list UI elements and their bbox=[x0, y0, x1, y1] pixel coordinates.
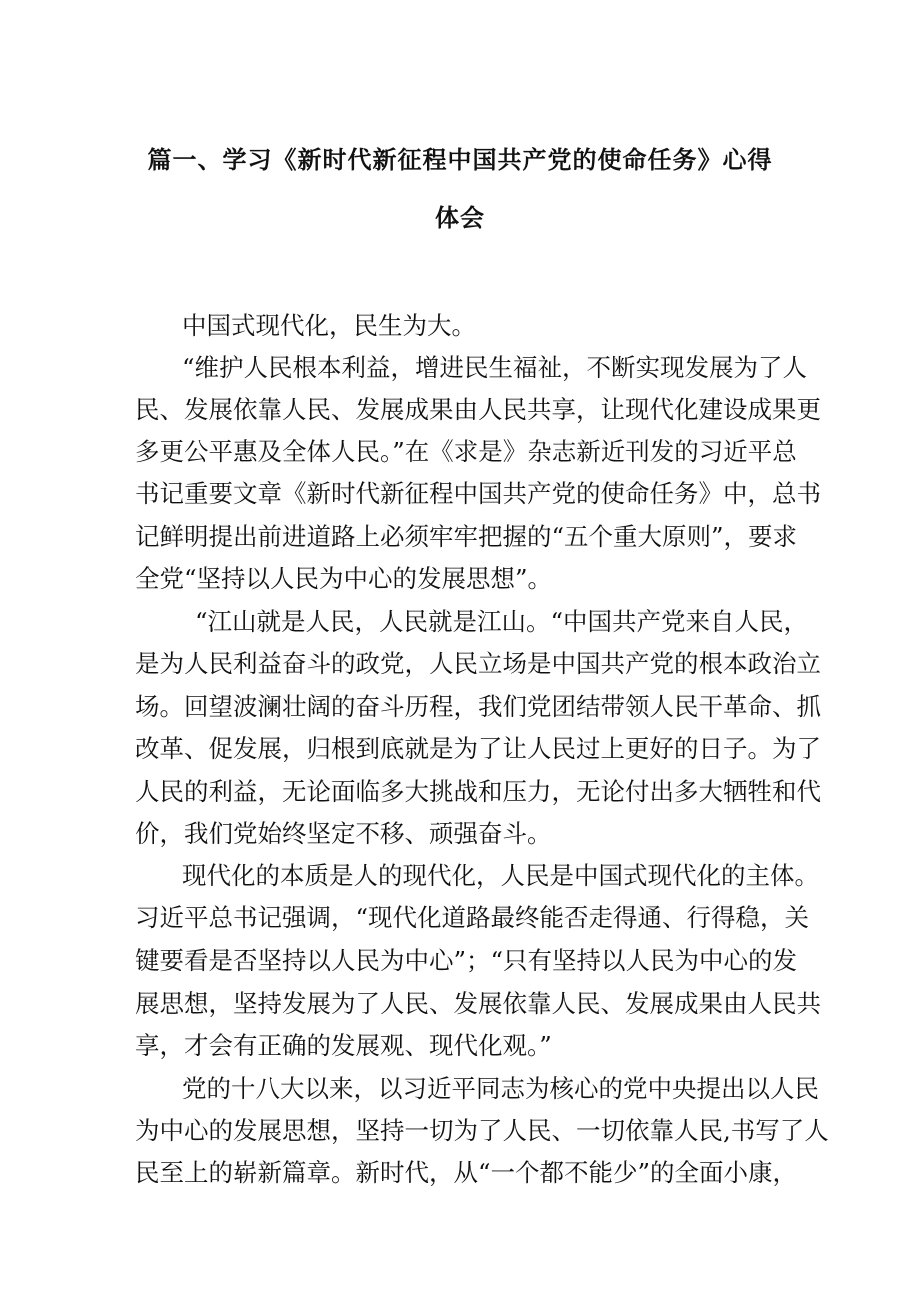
body-line: “维护人民根本利益，增进民生福祉，不断实现发展为了人 bbox=[182, 353, 808, 382]
body-line: 民、发展依靠人民、发展成果由人民共享，让现代化建设成果更 bbox=[135, 395, 821, 424]
body-line: 中国式现代化，民生为大。 bbox=[182, 311, 476, 340]
body-line: 记鲜明提出前进道路上必须牢牢把握的“五个重大原则”，要求 bbox=[135, 522, 798, 551]
body-line: 书记重要文章《新时代新征程中国共产党的使命任务》中，总书 bbox=[135, 479, 821, 508]
body-line: 现代化的本质是人的现代化，人民是中国式现代化的主体。 bbox=[182, 861, 819, 890]
body-line: 全党“坚持以人民为中心的发展思想”。 bbox=[135, 564, 553, 593]
body-line: 享，才会有正确的发展观、现代化观。” bbox=[135, 1031, 552, 1060]
body-line: 人民的利益，无论面临多大挑战和压力，无论付出多大牺牲和代 bbox=[135, 777, 821, 806]
document-title-line-2: 体会 bbox=[435, 203, 485, 232]
body-line: 场。回望波澜壮阔的奋斗历程，我们党团结带领人民干革命、抓 bbox=[135, 692, 821, 721]
document-title-line-1: 篇一、学习《新时代新征程中国共产党的使命任务》心得 bbox=[147, 145, 773, 174]
body-line: 键要看是否坚持以人民为中心”；“只有坚持以人民为中心的发 bbox=[135, 946, 798, 975]
body-line: 民至上的崭新篇章。新时代，从“一个都不能少”的全面小康， bbox=[135, 1158, 798, 1187]
body-line: 改革、促发展，归根到底就是为了让人民过上更好的日子。为了 bbox=[135, 734, 821, 763]
body-line: 多更公平惠及全体人民。”在《求是》杂志新近刊发的习近平总 bbox=[135, 437, 797, 466]
body-line: “江山就是人民，人民就是江山。“中国共产党来自人民， bbox=[195, 607, 809, 636]
body-line: 为中心的发展思想，坚持一切为了人民、一切依靠人民,书写了人 bbox=[135, 1116, 829, 1145]
body-line: 习近平总书记强调，“现代化道路最终能否走得通、行得稳，关 bbox=[135, 903, 810, 932]
body-line: 展思想，坚持发展为了人民、发展依靠人民、发展成果由人民共 bbox=[135, 989, 821, 1018]
body-line: 党的十八大以来，以习近平同志为核心的党中央提出以人民 bbox=[182, 1074, 819, 1103]
body-line: 价，我们党始终坚定不移、顽强奋斗。 bbox=[135, 819, 552, 848]
body-line: 是为人民利益奋斗的政党，人民立场是中国共产党的根本政治立 bbox=[135, 649, 821, 678]
